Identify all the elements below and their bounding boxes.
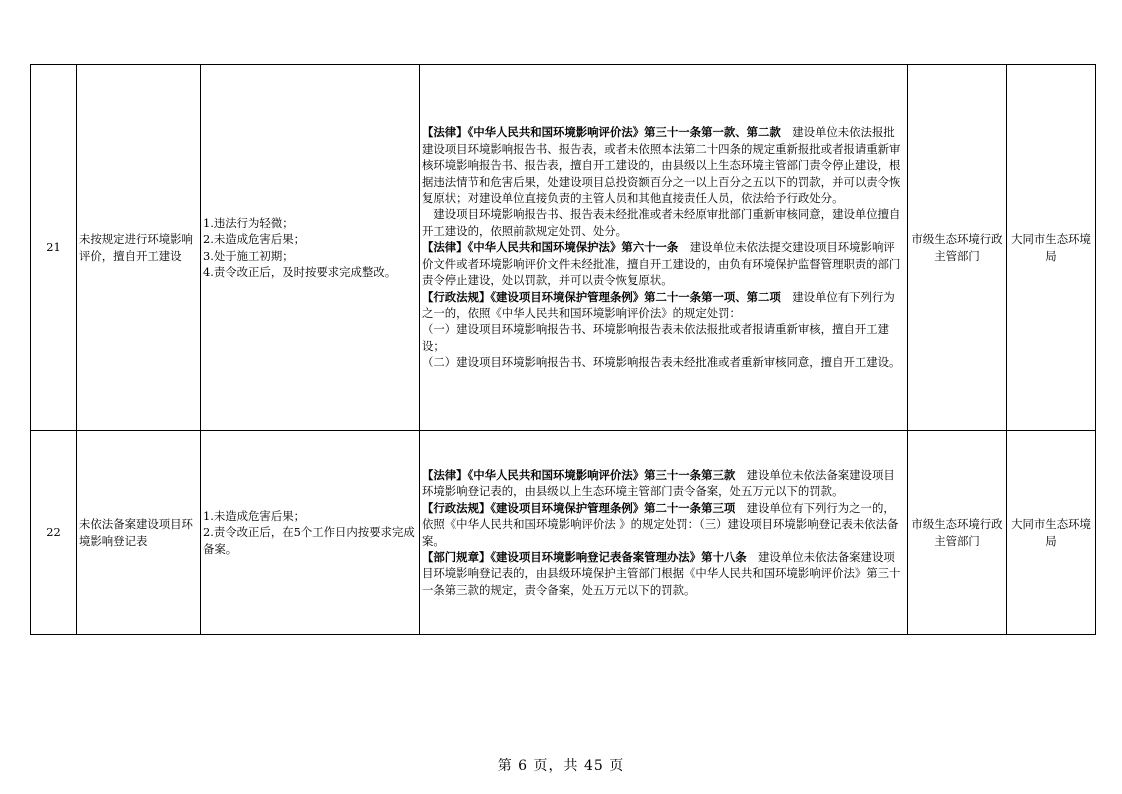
basis-heading: 【部门规章】《建设项目环境影响登记表备案管理办法》第十八条 [422,549,747,564]
row-number: 22 [31,431,77,635]
basis-paragraph [422,289,905,322]
authority: 市级生态环境行政主管部门 [908,65,1007,431]
standard-line: 1.未造成危害后果； [203,508,305,523]
basis-paragraph [422,239,905,288]
basis-heading: 【法律】《中华人民共和国环境影响评价法》第三十一条第一款、第二款 [422,125,781,140]
basis-paragraph [422,354,905,370]
basis-heading: 【法律】《中华人民共和国环境影响评价法》第三十一条第三款 [422,467,736,482]
row-number: 21 [31,65,77,431]
exemption-standards [201,65,420,431]
basis-heading: 【法律】《中华人民共和国环境保护法》第六十一条 [422,240,679,255]
exemption-standards [201,431,420,635]
basis-paragraph [422,321,905,354]
legal-basis [420,431,908,635]
executor: 大同市生态环境局 [1007,65,1096,431]
table-row [31,65,1096,431]
standard-line: 4.责令改正后，及时按要求完成整改。 [203,264,397,279]
basis-text: （二）建设项目环境影响报告书、环境影响报告表未经批准或者重新审核同意，擅自开工建设。 [422,355,901,370]
basis-text: 建设单位未依法提交建设项目环境影响评价文件或者环境影响评价文件未经批准，擅自开工建设的，由负有环境保护监督管理职责的部门责令停止建设，处以罚款，并可以责令恢复原状。 [422,240,901,288]
authority: 市级生态环境行政主管部门 [908,431,1007,635]
basis-heading: 【行政法规】《建设项目环境保护管理条例》第二十一条第三项 [422,500,736,515]
basis-text: 建设项目环境影响报告书、报告表未经批准或者未经原审批部门重新审核同意，建设单位擅自开工建设的，依照前款规定处罚、处分。 [422,207,901,238]
standard-line: 1.违法行为轻微； [203,215,294,230]
page-number: 第 6 页，共 45 页 [497,758,625,774]
table-row [31,431,1096,635]
basis-paragraph [422,124,905,206]
standard-line: 2.未造成危害后果； [203,232,305,247]
basis-paragraph [422,206,905,239]
basis-text: 建设单位未依法备案建设项目环境影响登记表的，由县级以上生态环境主管部门责令备案，处五万元以下的罚款。 [422,467,895,499]
basis-text: 建设单位未依法备案建设项目环境影响登记表的，由县级环境保护主管部门根据《中华人民共和国环境影响评价法》第三十一条第三款的规定，责令备案，处五万元以下的罚款。 [422,549,901,597]
basis-paragraph [422,467,905,500]
basis-heading: 【行政法规】《建设项目环境保护管理条例》第二十一条第一项、第二项 [422,289,781,304]
enforcement-table [30,64,1096,635]
basis-text: 建设单位有下列行为之一的，依照《中华人民共和国环境影响评价法》的规定处罚： [422,289,895,320]
basis-text: （一）建设项目环境影响报告书、环境影响报告表未依法报批或者报请重新审核，擅自开工建设； [422,322,890,353]
basis-text: 建设单位有下列行为之一的，依照《中华人民共和国环境影响评价法 》的规定处罚：（三）建设项目环境影响登记表未依法备案。 [422,500,899,548]
violation-item: 未按规定进行环境影响评价，擅自开工建设 [77,65,201,431]
violation-item: 未依法备案建设项目环境影响登记表 [77,431,201,635]
basis-paragraph [422,500,905,549]
standard-line: 3.处于施工初期； [203,248,294,263]
basis-paragraph [422,549,905,598]
standard-line: 2.责令改正后，在5个工作日内按要求完成备案。 [203,525,415,556]
executor: 大同市生态环境局 [1007,431,1096,635]
basis-text: 建设单位未依法报批建设项目环境影响报告书、报告表，或者未依照本法第二十四条的规定重新报批或者报请重新审核环境影响报告书、报告表，擅自开工建设的，由县级以上生态环境主管部门责令停止建设，根据违法情节和危害后果，处建设项目总投资额百分之一以上百分之五以下的罚款，并可以责令恢复原状；对建设单位直接负责的主管人员和其他直接责任人员，依法给予行政处分。 [422,125,901,206]
legal-basis [420,65,908,431]
